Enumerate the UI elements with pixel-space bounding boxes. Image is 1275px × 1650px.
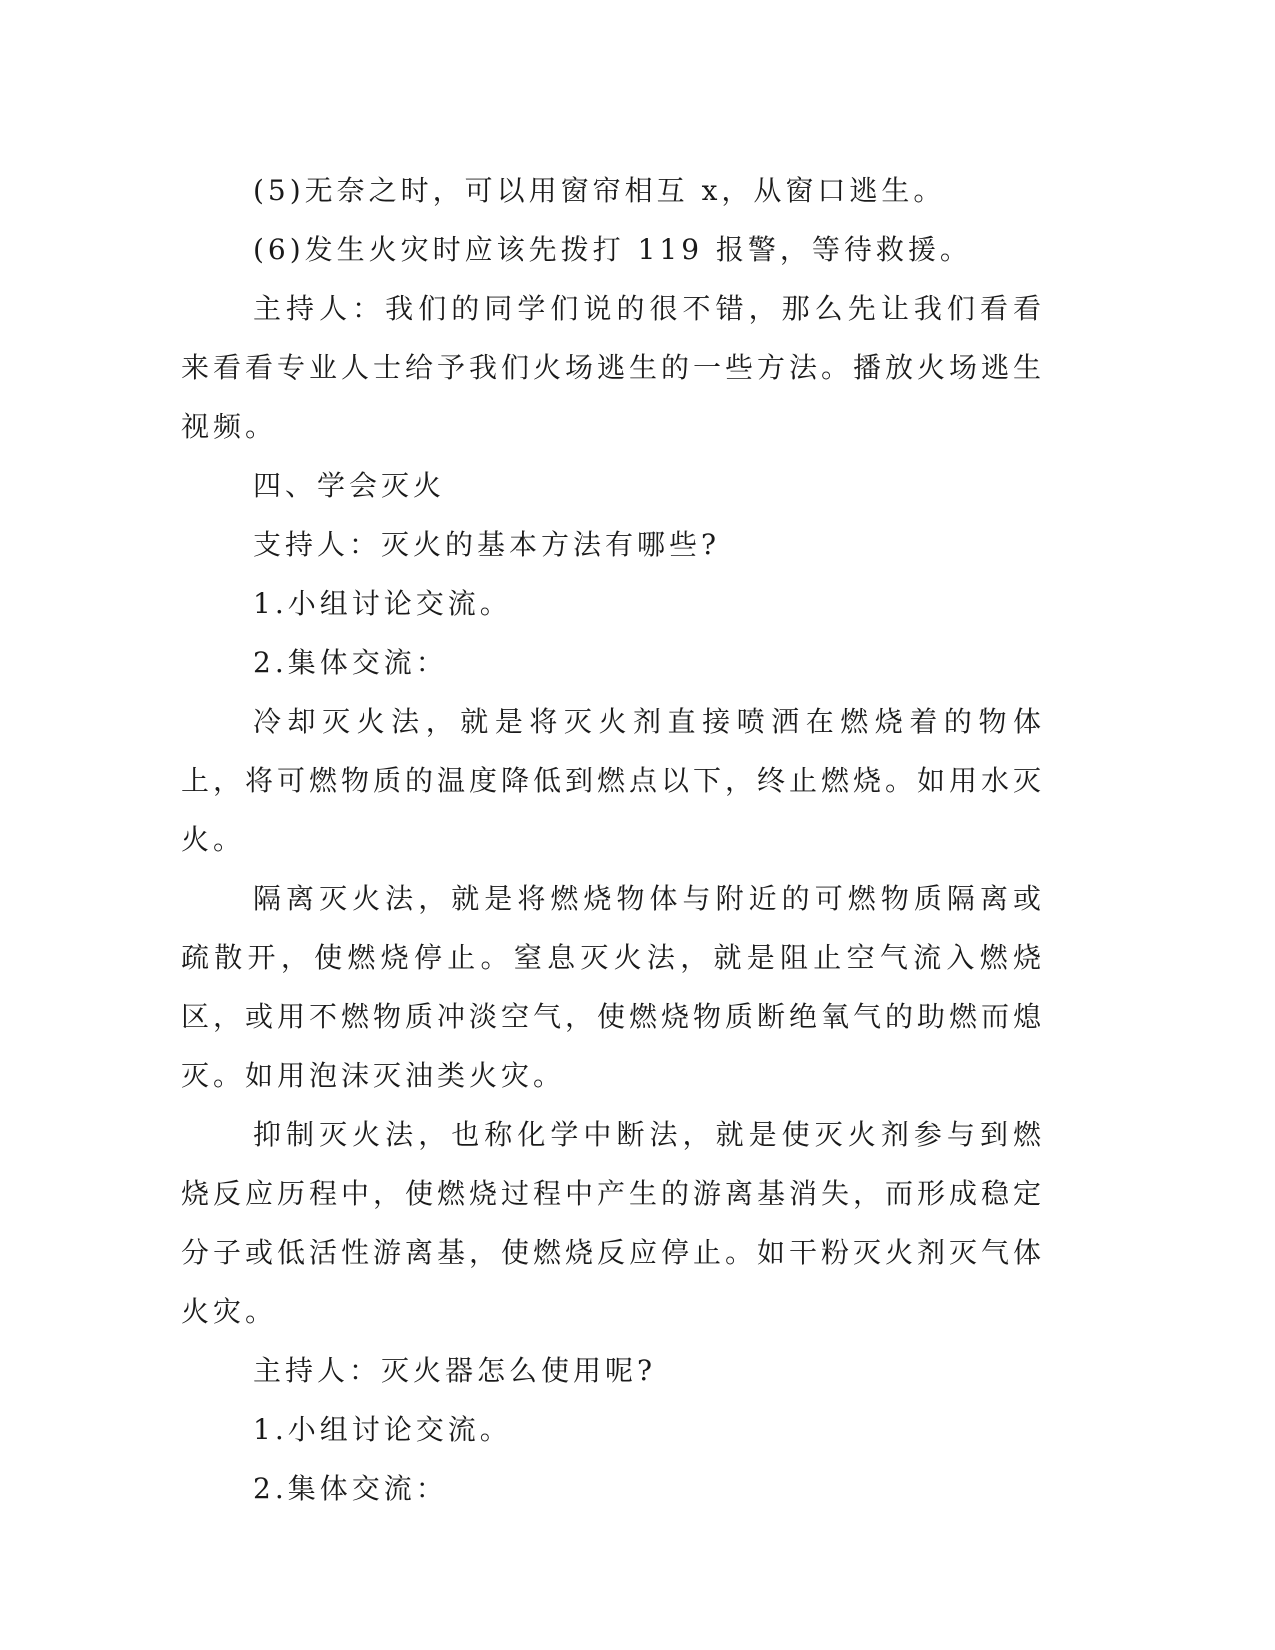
paragraph-call-119: (6)发生火灾时应该先拨打 119 报警，等待救援。 — [253, 233, 972, 266]
paragraph-suppression-method: 抑制灭火法，也称化学中断法，就是使灭火剂参与到燃烧反应历程中，使燃烧过程中产生的游离基消失，而形成稳定分子或低活性游离基，使燃烧反应停止。如干粉灭火剂灭气体火灾。 — [181, 1118, 1046, 1328]
section-heading-extinguish: 四、学会灭火 — [253, 469, 446, 502]
paragraph-collective-exchange: 2.集体交流： — [253, 646, 448, 679]
paragraph-host-video: 主持人：我们的同学们说的很不错，那么先让我们看看来看看专业人士给予我们火场逃生的一些方法。播放火场逃生视频。 — [181, 292, 1046, 443]
paragraph-host-extinguisher: 主持人：灭火器怎么使用呢? — [253, 1354, 657, 1387]
paragraph-collective-exchange-2: 2.集体交流： — [253, 1472, 448, 1505]
paragraph-host-question: 支持人：灭火的基本方法有哪些? — [253, 528, 721, 561]
document-body — [181, 161, 1045, 1518]
paragraph-group-discussion: 1.小组讨论交流。 — [253, 587, 512, 620]
paragraph-group-discussion-2: 1.小组讨论交流。 — [253, 1413, 512, 1446]
paragraph-cooling-method: 冷却灭火法，就是将灭火剂直接喷洒在燃烧着的物体上，将可燃物质的温度降低到燃点以下，终止燃烧。如用水灭火。 — [181, 705, 1046, 856]
paragraph-isolation-method: 隔离灭火法，就是将燃烧物体与附近的可燃物质隔离或疏散开，使燃烧停止。窒息灭火法，就是阻止空气流入燃烧区，或用不燃物质冲淡空气，使燃烧物质断绝氧气的助燃而熄灭。如用泡沫灭油类火灾。 — [181, 882, 1046, 1092]
paragraph-escape-curtain: (5)无奈之时，可以用窗帘相互 x，从窗口逃生。 — [253, 174, 946, 207]
